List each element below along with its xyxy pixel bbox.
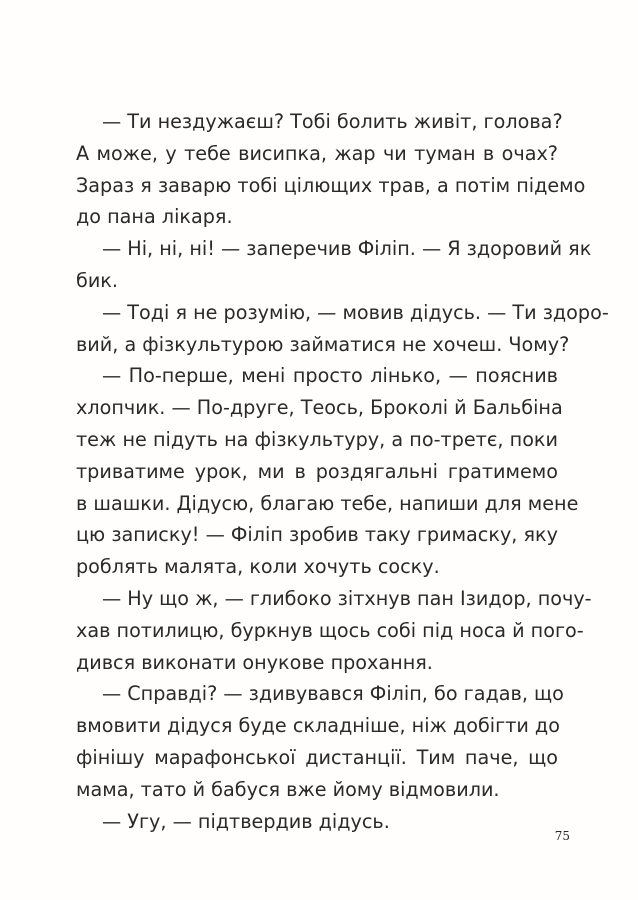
page-number: 75: [554, 829, 570, 843]
text-line: хав потилицю, буркнув щось собі під носа й пого-: [76, 618, 584, 642]
text-line: теж не підуть на фізкультуру, а по-третє, поки: [76, 427, 558, 451]
text-line: триватиме урок, ми в роздягальні гратимемо: [76, 459, 558, 483]
text-line: до пана лікаря.: [76, 205, 233, 229]
text-line: — Тоді я не розумію, — мовив дідусь. — Ти здоро-: [102, 300, 609, 324]
text-line: — Ні, ні, ні! — заперечив Філіп. — Я здоровий як: [102, 237, 592, 261]
text-line: Зараз я заварю тобі цілющих трав, а потім підемо: [76, 173, 586, 197]
text-line: в шашки. Дідусю, благаю тебе, напиши для мене: [76, 491, 579, 515]
text-line: дився виконати онукове прохання.: [76, 650, 433, 674]
text-line: А може, у тебе висипка, жар чи туман в очах?: [76, 141, 558, 165]
text-line: мама, тато й бабуся вже йому відмовили.: [76, 777, 500, 801]
text-line: бик.: [76, 268, 118, 292]
text-line: вий, а фізкультурою займатися не хочеш. Чому?: [76, 332, 570, 356]
text-line: — Угу, — підтвердив дідусь.: [102, 809, 390, 833]
text-line: — По-перше, мені просто лінько, — пояснив: [102, 364, 558, 388]
text-line: фінішу марафонської дистанції. Тим паче, що: [76, 745, 558, 769]
text-line: хлопчик. — По-друге, Теось, Броколі й Бальбіна: [76, 396, 563, 420]
text-line: цю записку! — Філіп зробив таку гримаску, яку: [76, 523, 558, 547]
text-line: — Ну що ж, — глибоко зітхнув пан Ізидор, почу-: [102, 586, 592, 610]
text-line: вмовити дідуся буде складніше, ніж добігти до: [76, 714, 560, 738]
text-line: роблять малята, коли хочуть соску.: [76, 555, 440, 579]
text-line: — Ти нездужаєш? Тобі болить живіт, голова?: [102, 110, 563, 133]
text-line: — Справді? — здивувався Філіп, бо гадав, що: [102, 682, 564, 706]
